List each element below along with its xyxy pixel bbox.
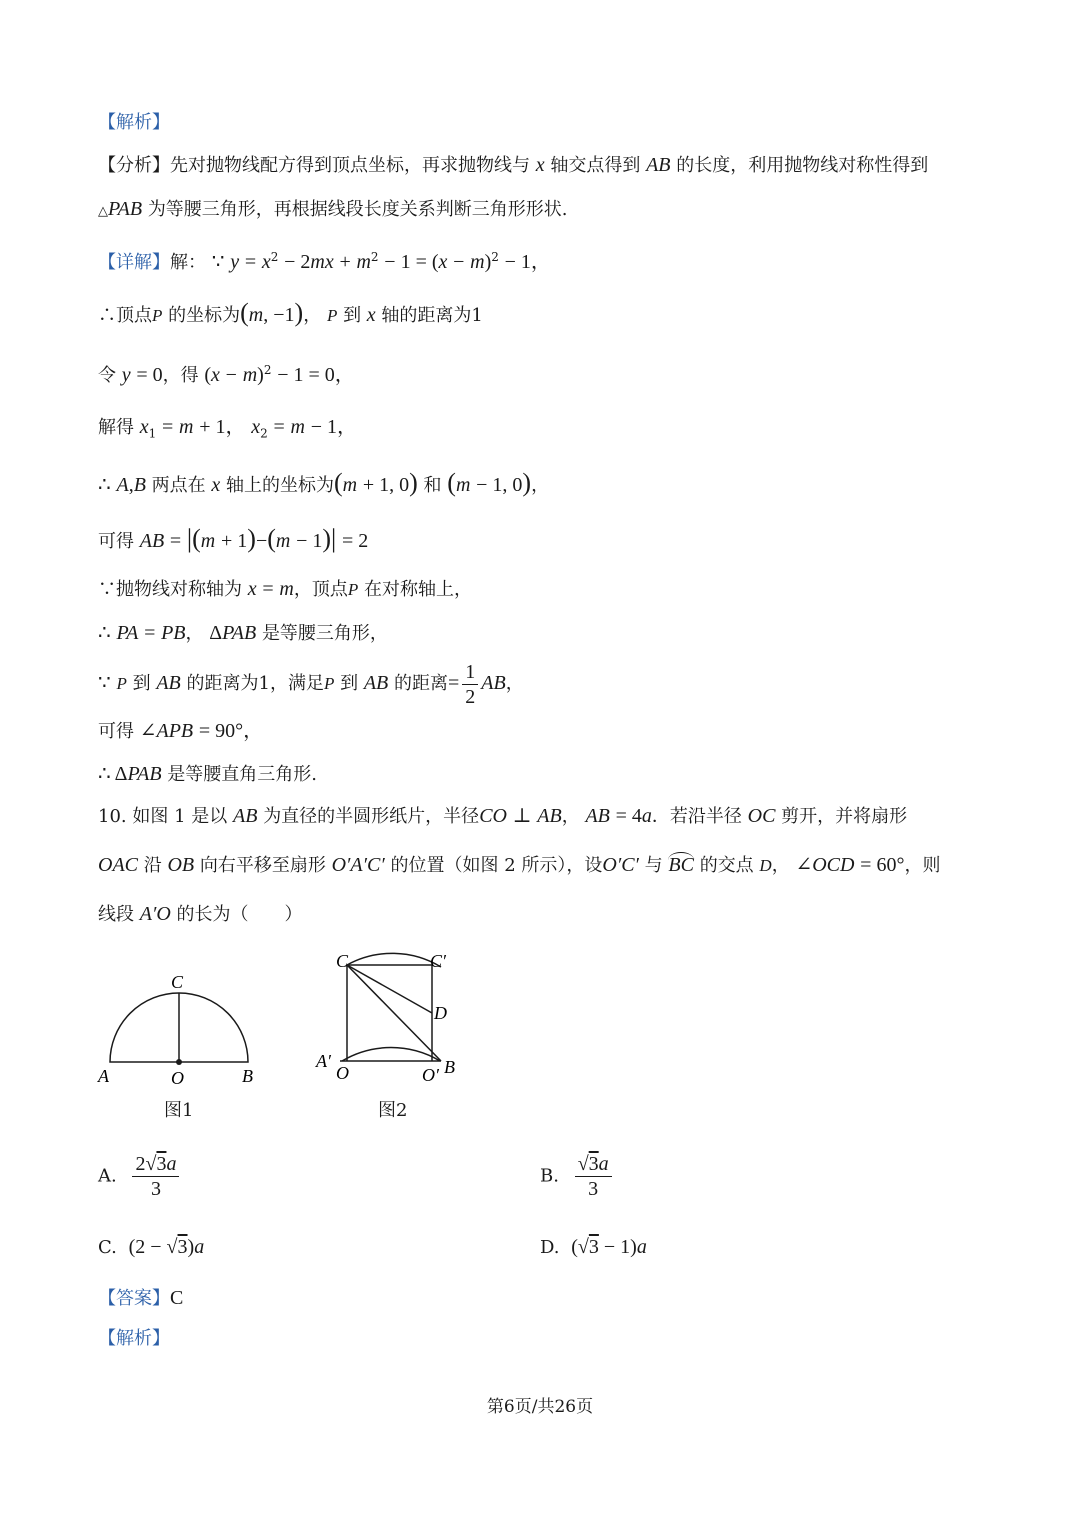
- svg-text:B: B: [444, 1057, 455, 1077]
- detail-line-9: ∵ P 到 AB 的距离为1，满足P 到 AB 的距离= $\frac{1}{2}$ AB，: [98, 660, 524, 708]
- option-d[interactable]: D. (√3 − 1)a: [540, 1236, 647, 1258]
- question-text: 的位置（如图 2 所示），设: [390, 855, 603, 876]
- option-c-label: C.: [98, 1237, 117, 1258]
- svg-text:C: C: [171, 972, 184, 992]
- option-b[interactable]: B. $\frac{√3a}{3}$: [540, 1152, 615, 1201]
- question-text: 的交点: [699, 855, 754, 876]
- analysis-paragraph-line-1: 【分析】先对抛物线配方得到顶点坐标，再求抛物线与 x 轴交点得到 AB 的长度，利用抛物线对称性得到: [98, 154, 929, 176]
- svg-text:O′: O′: [422, 1065, 439, 1085]
- question-text: 剪开，并将扇形: [781, 806, 908, 827]
- question-10-line-1: 10. 如图 1 是以 AB 为直径的半圆形纸片，半径CO ⊥ AB， AB = 4a．若沿半径 OC 剪开，并将扇形: [98, 805, 908, 827]
- question-text: 为直径的半圆形纸片，半径: [263, 806, 480, 827]
- step-text: ∴顶点: [98, 305, 152, 326]
- detail-line-8: ∴ PA = PB， ΔPAB 是等腰三角形，: [98, 622, 388, 644]
- section-heading-analysis: 【解析】: [98, 112, 170, 133]
- step-text: 可得: [98, 721, 134, 742]
- detail-label: 【详解】: [98, 252, 170, 273]
- step-text: 两点在: [151, 475, 206, 496]
- detail-line-7: ∵抛物线对称轴为 x = m，顶点P 在对称轴上，: [98, 578, 472, 600]
- analysis-text: 为等腰三角形，再根据线段长度关系判断三角形形状.: [147, 199, 568, 220]
- step-text: ，得: [162, 365, 199, 386]
- detail-line-5: ∴ A,B 两点在 x 轴上的坐标为(m + 1, 0) 和 (m − 1, 0)，: [98, 468, 550, 497]
- answer-label: 【答案】: [98, 1288, 170, 1309]
- figure-2-shifted-sector: [310, 945, 470, 1095]
- step-text: 到: [132, 673, 151, 694]
- svg-text:O: O: [336, 1063, 349, 1083]
- analysis-text: 的长度，利用抛物线对称性得到: [676, 155, 929, 176]
- step-text: 是等腰三角形，: [261, 623, 388, 644]
- analysis-paragraph-line-2: △PAB 为等腰三角形，再根据线段长度关系判断三角形形状.: [98, 198, 568, 220]
- question-text: ．若沿半径: [651, 806, 742, 827]
- step-text: 解得: [98, 417, 134, 438]
- step-text: 轴的距离为1: [381, 305, 483, 326]
- detail-line-2: ∴顶点P 的坐标为(m, −1)， P 到 x 轴的距离为1: [98, 298, 483, 327]
- section-heading-analysis-2: 【解析】: [98, 1328, 170, 1349]
- step-text: 到: [343, 305, 362, 326]
- option-b-label: B.: [540, 1165, 559, 1187]
- analysis-label: 【分析】: [98, 155, 170, 176]
- detail-prefix: 解：: [170, 252, 206, 273]
- figure-1-caption: 图1: [164, 1100, 194, 1121]
- option-c[interactable]: C. (2 − √3)a: [98, 1236, 205, 1258]
- question-text: 如图 1 是以: [132, 806, 228, 827]
- option-a[interactable]: A. $\frac{2√3a}{3}$: [98, 1152, 182, 1201]
- svg-text:A′: A′: [316, 1051, 331, 1071]
- detail-line-10: 可得 ∠APB = 90°，: [98, 720, 264, 742]
- option-a-label: A.: [98, 1165, 117, 1187]
- svg-text:D: D: [434, 1003, 447, 1023]
- figure-2-caption: 图2: [378, 1100, 408, 1121]
- step-text: 的距离为1，满足: [186, 673, 324, 694]
- step-text: 令: [98, 365, 116, 386]
- step-text: 是等腰直角三角形.: [167, 764, 318, 785]
- analysis-text: 轴交点得到: [550, 155, 641, 176]
- question-10-line-3: 线段 A′O 的长为（ ）: [98, 903, 303, 925]
- svg-text:O: O: [171, 1068, 184, 1088]
- svg-text:B: B: [242, 1066, 253, 1086]
- question-10-line-2: OAC 沿 OB 向右平移至扇形 O′A′C′ 的位置（如图 2 所示），设O′C′ 与 BC 的交点 D， ∠OCD = 60°，则: [98, 854, 941, 876]
- detail-line-11: ∴ ΔPAB 是等腰直角三角形.: [98, 763, 318, 785]
- answer-line: [98, 1285, 183, 1312]
- question-text: 与: [644, 855, 663, 876]
- question-text: 线段: [98, 904, 134, 925]
- question-text: 向右平移至扇形: [199, 855, 326, 876]
- step-text: 和: [423, 475, 442, 496]
- detail-line-3: 令 y = 0，得 $(x - m)^2 - 1 = 0$，: [98, 363, 355, 386]
- analysis-text: 先对抛物线配方得到顶点坐标，再求抛物线与: [170, 155, 530, 176]
- answer-value: C: [170, 1287, 184, 1309]
- step-text: 可得: [98, 531, 134, 552]
- step-text: 的距离: [393, 673, 448, 694]
- svg-text:A: A: [98, 1066, 109, 1086]
- question-text: ，则: [904, 855, 941, 876]
- step-text: ∵抛物线对称轴为: [98, 579, 242, 600]
- step-text: 的坐标为: [168, 305, 241, 326]
- question-text: 的长为（ ）: [176, 904, 303, 925]
- step-text: 轴上的坐标为: [226, 475, 334, 496]
- detail-line-6: 可得 AB = |(m + 1)−(m − 1)| = 2: [98, 524, 369, 553]
- option-d-label: D.: [540, 1237, 560, 1258]
- question-text: 沿: [143, 855, 162, 876]
- svg-text:C: C: [336, 951, 349, 971]
- step-text: 在对称轴上，: [363, 579, 472, 600]
- step-text: 到: [340, 673, 359, 694]
- detail-line-4: 解得 $x_1 = m + 1$， $x_2 = m - 1$，: [98, 416, 357, 441]
- step-text: ，顶点: [293, 579, 348, 600]
- figure-1-semicircle: [90, 960, 270, 1090]
- question-number: 10.: [98, 806, 127, 827]
- page-footer: 第6页/共26页: [486, 1397, 594, 1417]
- svg-text:C′: C′: [430, 951, 446, 971]
- detail-line-1: 【详解】解： ∵ $y = x^2 - 2mx + m^2 - 1 = (x - m)^2 - 1$，: [98, 250, 551, 273]
